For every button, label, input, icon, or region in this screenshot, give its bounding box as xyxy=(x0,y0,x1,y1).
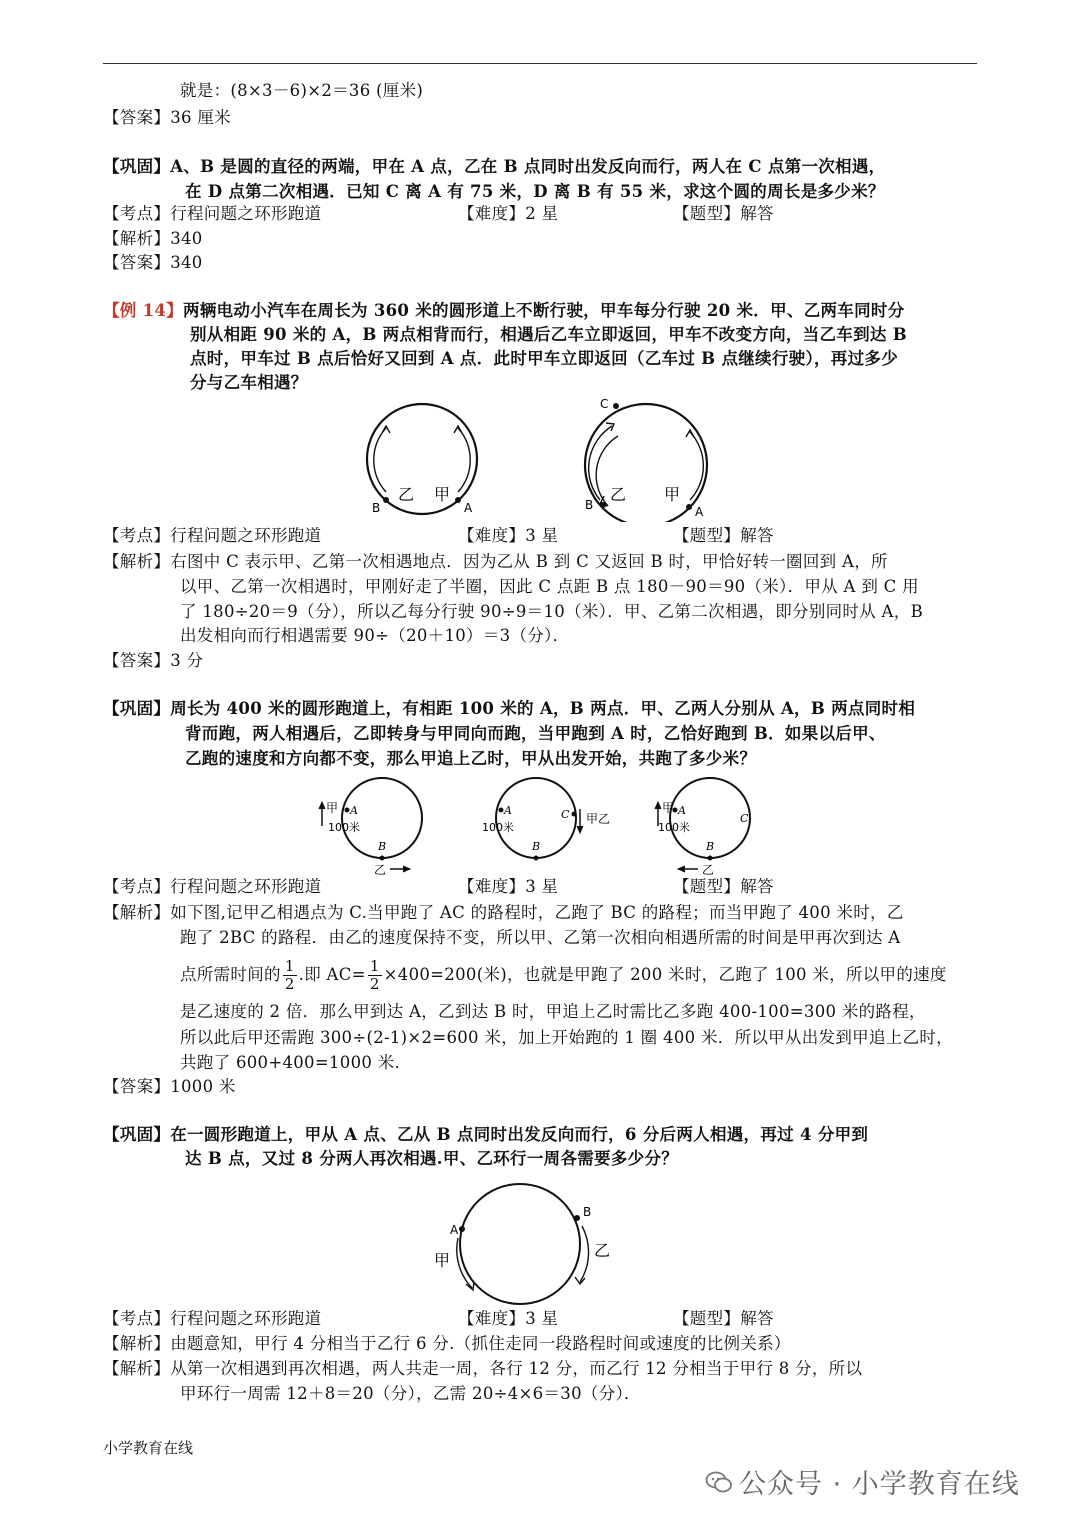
point-a-label: A xyxy=(678,804,686,817)
question-line: 【巩固】A、B 是圆的直径的两端，甲在 A 点，乙在 B 点同时出发反向而行，两人在 C 点第一次相遇， xyxy=(103,157,886,176)
jia-label: 甲 xyxy=(664,485,681,504)
jia-label: 甲 xyxy=(434,485,451,504)
analysis-line: 是乙速度的 2 倍．那么甲到达 A，乙到达 B 时，甲追上乙时需比乙多跑 400-100=300 米的路程， xyxy=(180,1002,926,1021)
point-c-label: C xyxy=(740,812,749,825)
topic-label: 【考点】行程问题之环形跑道 xyxy=(103,204,322,223)
header-rule xyxy=(103,63,977,64)
fraction-numerator: 1 xyxy=(369,957,380,975)
fraction xyxy=(283,958,297,993)
example-number: 【例 14】 xyxy=(103,301,184,320)
question-line: 点时，甲车过 B 点后恰好又回到 A 点．此时甲车立即返回（乙车过 B 点继续行驶），再过多少 xyxy=(190,349,899,368)
answer-line: 【答案】1000 米 xyxy=(103,1077,236,1096)
topic-label: 【考点】行程问题之环形跑道 xyxy=(103,526,322,545)
answer-line: 【答案】3 分 xyxy=(103,651,204,670)
page-footer: 小学教育在线 xyxy=(103,1439,194,1457)
text-segment: ×400=200(米)，也就是甲跑了 200 米时，乙跑了 100 米，所以甲的速度 xyxy=(383,965,947,984)
question-line: 【巩固】在一圆形跑道上，甲从 A 点、乙从 B 点同时出发反向而行，6 分后两人相遇，再过 4 分甲到 xyxy=(103,1125,869,1144)
point-a-label: A xyxy=(504,804,512,817)
yi-label: 乙 xyxy=(374,863,387,877)
example-heading xyxy=(103,299,905,323)
text-segment: .即 AC= xyxy=(298,965,366,984)
fraction-numerator: 1 xyxy=(284,957,295,975)
difficulty-label: 【难度】3 星 xyxy=(458,526,559,545)
fraction-denominator: 2 xyxy=(284,975,295,993)
analysis-line: 共跑了 600+400=1000 米． xyxy=(180,1053,412,1072)
jia-label: 甲 xyxy=(326,801,339,815)
point-b-label: B xyxy=(372,501,381,515)
circle-diagram-1 xyxy=(367,404,477,515)
type-label: 【题型】解答 xyxy=(673,877,774,896)
point-c-label: C xyxy=(561,808,570,821)
circle-diagram-b xyxy=(482,778,610,861)
point-b-label: B xyxy=(706,840,715,853)
point-b-label: B xyxy=(532,840,541,853)
analysis-line: 【解析】由题意知，甲行 4 分相当于乙行 6 分.（抓住走同一段路程时间或速度的比例关系） xyxy=(103,1334,791,1353)
point-a-label: A xyxy=(695,505,704,519)
track-figure xyxy=(420,1178,620,1310)
question-line: 乙跑的速度和方向都不变，那么甲追上乙时，甲从出发开始，共跑了多少米？ xyxy=(185,749,757,768)
consolidation-figure xyxy=(310,774,780,878)
type-label: 【题型】解答 xyxy=(673,1309,774,1328)
analysis-line: 出发相向而行相遇需要 90÷（20＋10）＝3（分）． xyxy=(180,626,570,645)
question-line: 在 D 点第二次相遇．已知 C 离 A 有 75 米，D 离 B 有 55 米，求这个圆的周长是多少米？ xyxy=(185,182,885,201)
question-text: 两辆电动小汽车在周长为 360 米的圆形道上不断行驶，甲车每分行驶 20 米．甲、乙两车同时分 xyxy=(183,301,905,320)
jia-label: 甲 xyxy=(662,801,675,815)
point-a-label: A xyxy=(464,501,473,515)
point-b-label: B xyxy=(585,498,594,512)
point-c-label: C xyxy=(600,397,609,411)
analysis-line: 以甲、乙第一次相遇时，甲刚好走了半圈，因此 C 点距 B 点 180－90＝90（米）．甲从 A 到 C 用 xyxy=(180,577,919,596)
answer-line: 【答案】340 xyxy=(103,253,203,272)
yi-label: 乙 xyxy=(594,1241,611,1260)
difficulty-label: 【难度】2 星 xyxy=(458,204,559,223)
analysis-line: 跑了 2BC 的路程．由乙的速度保持不变，所以甲、乙第一次相向相遇所需的时间是甲再次到达 A xyxy=(180,928,901,947)
analysis-line: 了 180÷20＝9（分），所以乙每分行驶 90÷9＝10（米）．甲、乙第二次相遇，即分别同时从 A，B xyxy=(180,602,924,621)
distance-label: 100米 xyxy=(482,821,514,834)
distance-label: 100米 xyxy=(658,821,690,834)
topic-label: 【考点】行程问题之环形跑道 xyxy=(103,1309,322,1328)
yi-label: 乙 xyxy=(610,485,627,504)
text-segment: 点所需时间的 xyxy=(180,965,281,984)
answer-line: 【答案】36 厘米 xyxy=(103,108,231,127)
topic-label: 【考点】行程问题之环形跑道 xyxy=(103,877,322,896)
question-line: 【巩固】周长为 400 米的圆形跑道上，有相距 100 米的 A，B 两点．甲、乙两人分别从 A，B 两点同时相 xyxy=(103,699,916,718)
point-b-label: B xyxy=(583,1205,592,1219)
jia-label: 甲 xyxy=(586,812,599,826)
analysis-line: 【解析】340 xyxy=(103,229,203,248)
question-line: 背而跑，两人相遇后，乙即转身与甲同向而跑，当甲跑到 A 时，乙恰好跑到 B．如果以后甲、 xyxy=(185,724,886,743)
analysis-line: 【解析】右图中 C 表示甲、乙第一次相遇地点．因为乙从 B 到 C 又返回 B 时，甲恰好转一圈回到 A，所 xyxy=(103,552,888,571)
example14-figure xyxy=(360,396,720,522)
distance-label: 100米 xyxy=(328,821,360,834)
circle-diagram-2 xyxy=(585,397,707,522)
watermark-text: 公众号 · 小学教育在线 xyxy=(739,1469,1020,1500)
type-label: 【题型】解答 xyxy=(673,526,774,545)
analysis-line: 所以此后甲还需跑 300÷(2-1)×2=600 米，加上开始跑的 1 圈 400 米．所以甲从出发到甲追上乙时， xyxy=(180,1028,953,1047)
circle-diagram-a xyxy=(319,778,422,877)
fraction xyxy=(368,958,382,993)
question-line: 达 B 点，又过 8 分两人再次相遇.甲、乙环行一周各需要多少分？ xyxy=(185,1149,679,1168)
fraction-denominator: 2 xyxy=(369,975,380,993)
wechat-icon xyxy=(705,1471,733,1493)
difficulty-label: 【难度】3 星 xyxy=(458,1309,559,1328)
yi-label: 乙 xyxy=(598,812,611,826)
question-line: 别从相距 90 米的 A，B 两点相背而行，相遇后乙车立即返回，甲车不改变方向，当乙车到达 B xyxy=(190,325,907,344)
analysis-line: 甲环行一周需 12＋8＝20（分），乙需 20÷4×6＝30（分）． xyxy=(180,1384,641,1403)
point-a-label: A xyxy=(450,1223,459,1237)
text-line: 就是：(8×3－6)×2＝36 (厘米) xyxy=(180,81,424,100)
difficulty-label: 【难度】3 星 xyxy=(458,877,559,896)
yi-label: 乙 xyxy=(702,863,715,877)
question-line: 分与乙车相遇？ xyxy=(190,373,308,392)
jia-label: 甲 xyxy=(434,1251,451,1270)
circle-diagram-c xyxy=(655,778,750,877)
yi-label: 乙 xyxy=(398,485,415,504)
analysis-line: 【解析】如下图,记甲乙相遇点为 C.当甲跑了 AC 的路程时，乙跑了 BC 的路程；而当甲跑了 400 米时，乙 xyxy=(103,903,904,922)
watermark xyxy=(705,1462,1020,1501)
type-label: 【题型】解答 xyxy=(673,204,774,223)
point-a-label: A xyxy=(350,804,358,817)
point-b-label: B xyxy=(378,840,387,853)
analysis-line: 【解析】从第一次相遇到再次相遇，两人共走一周，各行 12 分，而乙行 12 分相当于甲行 8 分，所以 xyxy=(103,1359,863,1378)
analysis-line-with-fraction xyxy=(180,958,947,993)
